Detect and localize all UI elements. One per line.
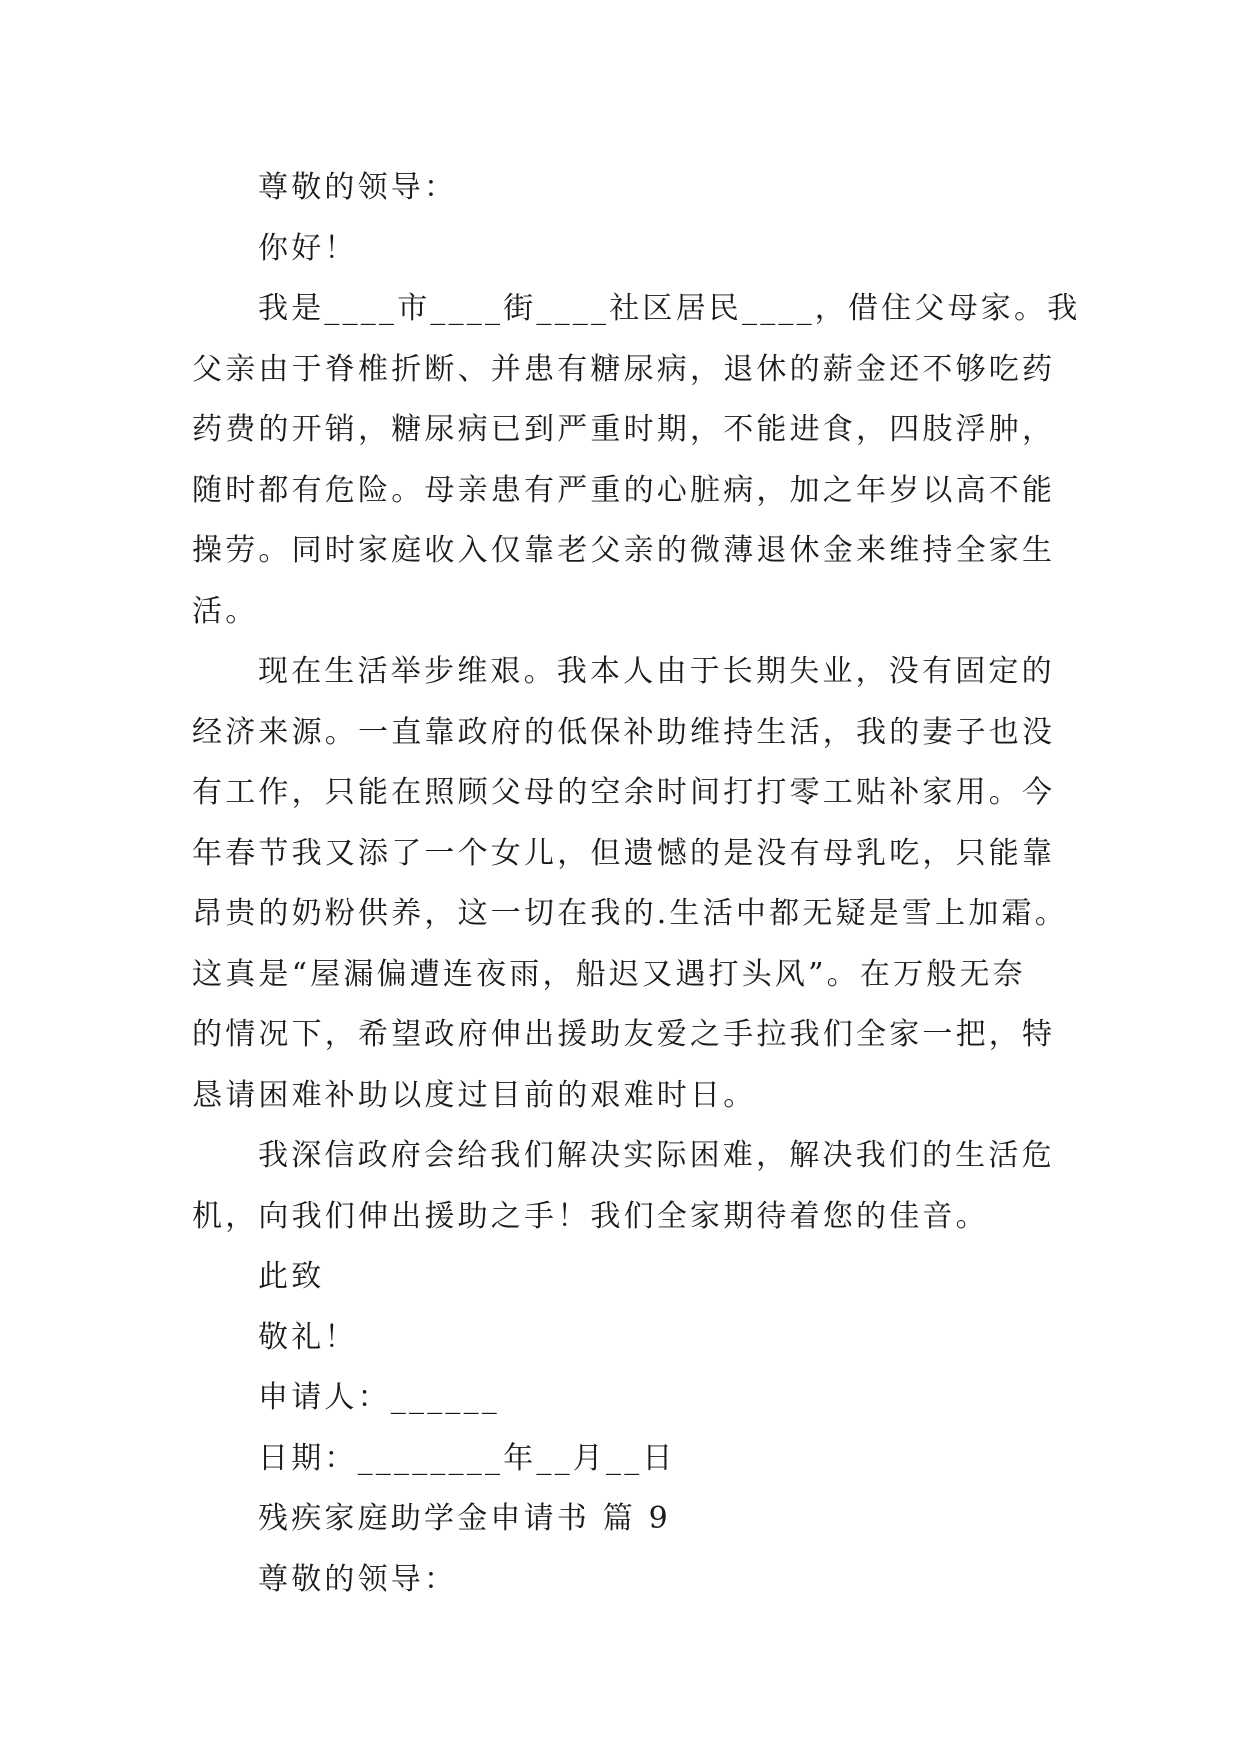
- paragraph-line: 我是____市____街____社区居民____，借住父母家。我: [258, 291, 1081, 326]
- greeting: 你好！: [258, 230, 358, 266]
- paragraph-line: 经济来源。一直靠政府的低保补助维持生活，我的妻子也没: [192, 714, 1056, 750]
- closing-line-2: 敬礼！: [258, 1319, 358, 1355]
- paragraph-line: 我深信政府会给我们解决实际困难，解决我们的生活危: [258, 1138, 1055, 1173]
- section-title: 残疾家庭助学金申请书 篇 9: [258, 1501, 671, 1536]
- next-salutation: 尊敬的领导：: [258, 1561, 458, 1597]
- paragraph-family-situation: [192, 279, 1081, 642]
- paragraph-line: 有工作，只能在照顾父母的空余时间打打零工贴补家用。今: [192, 775, 1056, 810]
- applicant-line: 申请人：______: [258, 1380, 500, 1415]
- paragraph-line: 药费的开销，糖尿病已到严重时期，不能进食，四肢浮肿，: [192, 412, 1056, 447]
- closing-line-1: 此致: [258, 1259, 325, 1294]
- paragraph-line: 随时都有危险。母亲患有严重的心脏病，加之年岁以高不能: [192, 472, 1056, 508]
- paragraph-line: 活。: [192, 593, 259, 629]
- letter-body: [192, 158, 1081, 1610]
- paragraph-line: 父亲由于脊椎折断、并患有糖尿病，退休的薪金还不够吃药: [192, 351, 1056, 387]
- paragraph-request: [192, 1126, 1072, 1247]
- paragraph-line: 的情况下，希望政府伸出援助友爱之手拉我们全家一把，特: [192, 1017, 1056, 1052]
- paragraph-line: 操劳。同时家庭收入仅靠老父亲的微薄退休金来维持全家生: [192, 533, 1056, 568]
- date-line: 日期：________年__月__日: [258, 1440, 676, 1476]
- paragraph-line: 恳请困难补助以度过目前的艰难时日。: [192, 1077, 757, 1113]
- salutation: 尊敬的领导：: [258, 170, 458, 205]
- paragraph-line: 现在生活举步维艰。我本人由于长期失业，没有固定的: [258, 654, 1055, 689]
- paragraph-line: 昂贵的奶粉供养，这一切在我的.生活中都无疑是雪上加霜。: [192, 896, 1068, 931]
- paragraph-line: 年春节我又添了一个女儿，但遗憾的是没有母乳吃，只能靠: [192, 835, 1056, 871]
- paragraph-line: 机，向我们伸出援助之手！我们全家期待着您的佳音。: [192, 1198, 989, 1234]
- paragraph-hardship: [192, 642, 1072, 1126]
- paragraph-line: 这真是“屋漏偏遭连夜雨，船迟又遇打头风”。在万般无奈: [192, 956, 1026, 992]
